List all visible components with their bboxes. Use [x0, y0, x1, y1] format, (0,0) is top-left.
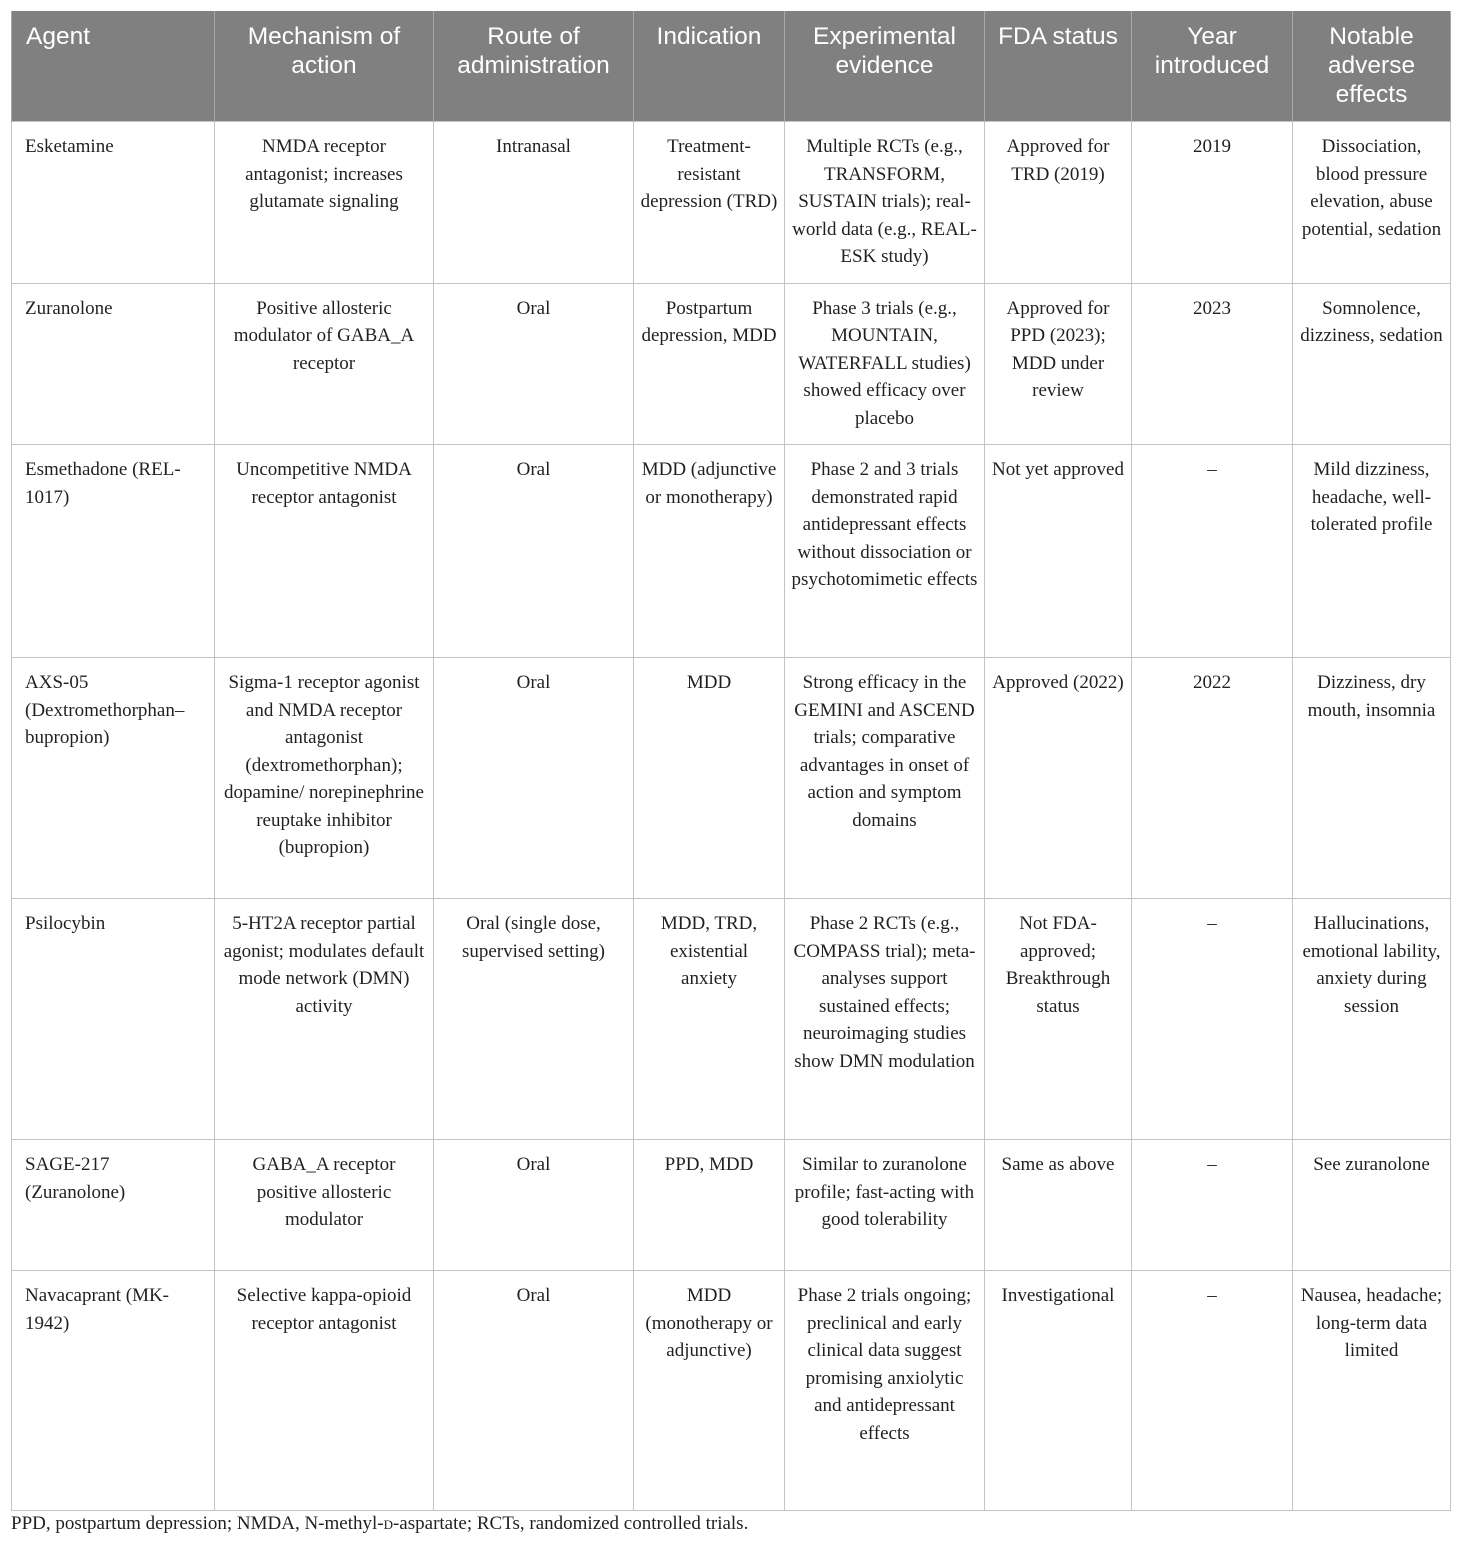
cell-mechanism: Uncompetitive NMDA receptor antagonist [215, 445, 434, 658]
cell-evidence: Phase 2 trials ongoing; preclinical and early clinical data suggest promising anxiolytic and antidepressant effects [785, 1271, 985, 1511]
cell-route: Oral [434, 445, 634, 658]
cell-indication: Treatment-resistant depression (TRD) [634, 122, 785, 284]
cell-route: Oral [434, 1271, 634, 1511]
cell-year: – [1132, 899, 1293, 1140]
cell-indication: MDD, TRD, existential anxiety [634, 899, 785, 1140]
table-row [12, 445, 1451, 658]
cell-mechanism: Selective kappa-opioid receptor antagonist [215, 1271, 434, 1511]
table-row [12, 1140, 1451, 1271]
cell-route: Oral [434, 1140, 634, 1271]
cell-year: – [1132, 1140, 1293, 1271]
cell-fda-status: Approved for TRD (2019) [985, 122, 1132, 284]
cell-route: Oral [434, 658, 634, 899]
header-evidence: Experimental evidence [785, 11, 985, 122]
table-container [11, 11, 1450, 1511]
cell-year: – [1132, 445, 1293, 658]
cell-indication: PPD, MDD [634, 1140, 785, 1271]
cell-indication: MDD [634, 658, 785, 899]
header-mechanism: Mechanism of action [215, 11, 434, 122]
cell-agent: Psilocybin [12, 899, 215, 1140]
cell-evidence: Multiple RCTs (e.g., TRANSFORM, SUSTAIN trials); real-world data (e.g., REAL-ESK study) [785, 122, 985, 284]
cell-agent: Esmethadone (REL-1017) [12, 445, 215, 658]
cell-evidence: Strong efficacy in the GEMINI and ASCEND trials; comparative advantages in onset of action and symptom domains [785, 658, 985, 899]
cell-fda-status: Approved (2022) [985, 658, 1132, 899]
cell-agent: Esketamine [12, 122, 215, 284]
table-footnote [11, 1512, 748, 1536]
footnote-text-end: -aspartate; RCTs, randomized controlled trials. [392, 1513, 749, 1534]
cell-route: Intranasal [434, 122, 634, 284]
header-route: Route of administration [434, 11, 634, 122]
header-fda-status: FDA status [985, 11, 1132, 122]
cell-evidence: Phase 2 RCTs (e.g., COMPASS trial); meta-analyses support sustained effects; neuroimaging studies show DMN modulation [785, 899, 985, 1140]
cell-adverse-effects: Hallucinations, emotional lability, anxiety during session [1293, 899, 1451, 1140]
cell-evidence: Similar to zuranolone profile; fast-acting with good tolerability [785, 1140, 985, 1271]
cell-route: Oral (single dose, supervised setting) [434, 899, 634, 1140]
cell-mechanism: NMDA receptor antagonist; increases glutamate signaling [215, 122, 434, 284]
cell-evidence: Phase 2 and 3 trials demonstrated rapid antidepressant effects without dissociation or psychotomimetic effects [785, 445, 985, 658]
cell-adverse-effects: Mild dizziness, headache, well-tolerated profile [1293, 445, 1451, 658]
cell-indication: Postpartum depression, MDD [634, 283, 785, 445]
table-row [12, 122, 1451, 284]
cell-agent: Navacaprant (MK-1942) [12, 1271, 215, 1511]
cell-year: 2019 [1132, 122, 1293, 284]
header-row [12, 11, 1451, 122]
cell-route: Oral [434, 283, 634, 445]
cell-mechanism: Positive allosteric modulator of GABA_A receptor [215, 283, 434, 445]
cell-agent: AXS-05 (Dextromethorphan–bupropion) [12, 658, 215, 899]
cell-fda-status: Approved for PPD (2023); MDD under review [985, 283, 1132, 445]
cell-year: 2023 [1132, 283, 1293, 445]
cell-adverse-effects: Dizziness, dry mouth, insomnia [1293, 658, 1451, 899]
cell-fda-status: Investigational [985, 1271, 1132, 1511]
cell-indication: MDD (monotherapy or adjunctive) [634, 1271, 785, 1511]
table-row [12, 658, 1451, 899]
cell-adverse-effects: Nausea, headache; long-term data limited [1293, 1271, 1451, 1511]
cell-fda-status: Not FDA-approved; Breakthrough status [985, 899, 1132, 1140]
footnote-smallcaps-d: d [383, 1513, 393, 1534]
cell-year: 2022 [1132, 658, 1293, 899]
cell-year: – [1132, 1271, 1293, 1511]
footnote-text-start: PPD, postpartum depression; NMDA, N-methyl- [11, 1513, 384, 1534]
cell-adverse-effects: Somnolence, dizziness, sedation [1293, 283, 1451, 445]
cell-mechanism: Sigma-1 receptor agonist and NMDA receptor antagonist (dextromethorphan); dopamine/ norepinephrine reuptake inhibitor (bupropion) [215, 658, 434, 899]
header-agent: Agent [12, 11, 215, 122]
cell-evidence: Phase 3 trials (e.g., MOUNTAIN, WATERFALL studies) showed efficacy over placebo [785, 283, 985, 445]
cell-indication: MDD (adjunctive or monotherapy) [634, 445, 785, 658]
header-indication: Indication [634, 11, 785, 122]
table-row [12, 1271, 1451, 1511]
agents-table [11, 11, 1451, 1511]
table-row [12, 283, 1451, 445]
cell-fda-status: Same as above [985, 1140, 1132, 1271]
table-row [12, 899, 1451, 1140]
cell-mechanism: GABA_A receptor positive allosteric modulator [215, 1140, 434, 1271]
cell-fda-status: Not yet approved [985, 445, 1132, 658]
header-adverse-effects: Notable adverse effects [1293, 11, 1451, 122]
cell-mechanism: 5-HT2A receptor partial agonist; modulates default mode network (DMN) activity [215, 899, 434, 1140]
cell-adverse-effects: Dissociation, blood pressure elevation, abuse potential, sedation [1293, 122, 1451, 284]
cell-agent: Zuranolone [12, 283, 215, 445]
header-year: Year introduced [1132, 11, 1293, 122]
cell-agent: SAGE-217 (Zuranolone) [12, 1140, 215, 1271]
cell-adverse-effects: See zuranolone [1293, 1140, 1451, 1271]
